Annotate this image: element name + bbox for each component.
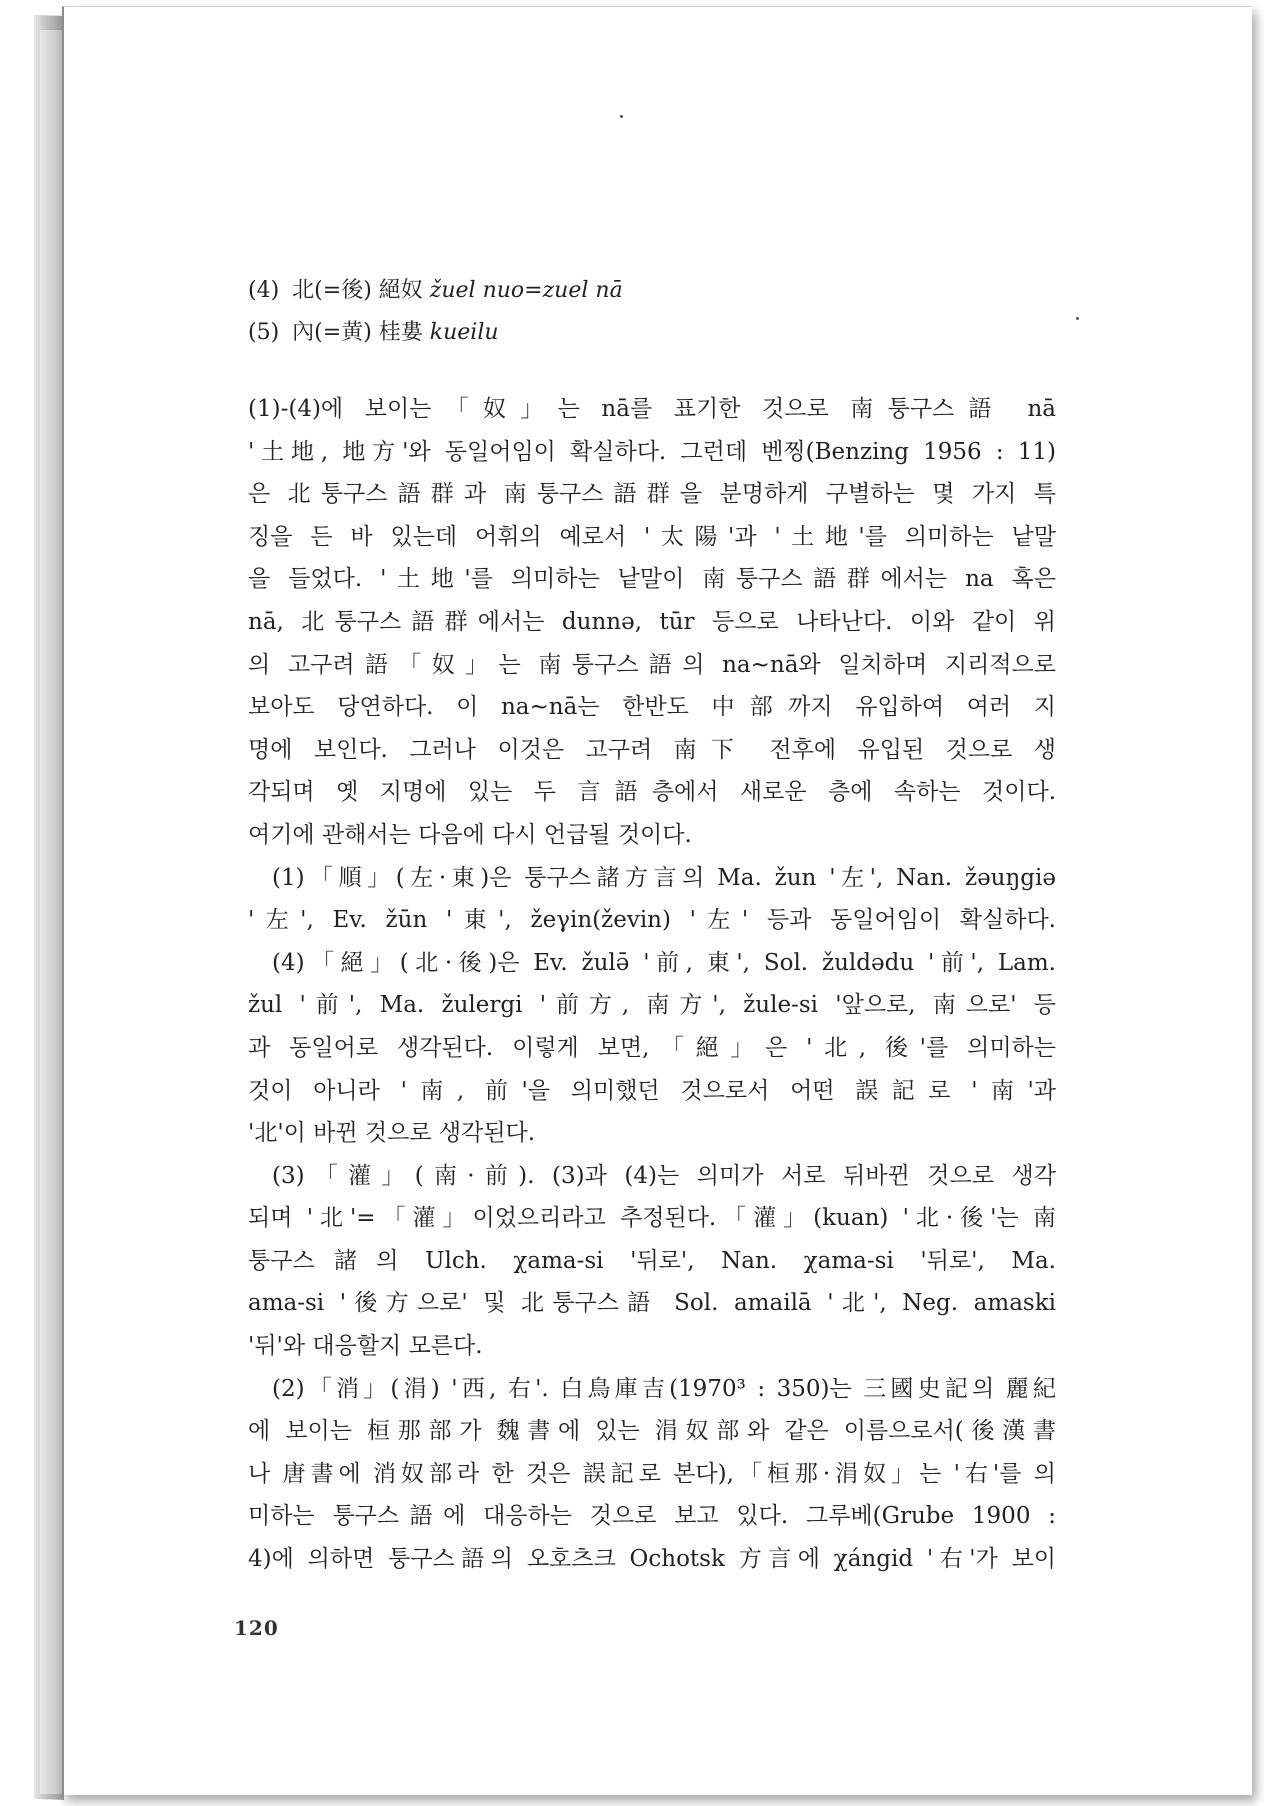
text-line: (3)「灌」(南·前). (3)과 (4)는 의미가 서로 뒤바뀐 것으로 생각	[272, 1162, 1056, 1189]
text-line: 징을 든 바 있는데 어휘의 예로서 '太陽'과 '土地'를 의미하는 낱말	[248, 523, 1056, 550]
text-line: 은 北퉁구스語群과 南퉁구스語群을 분명하게 구별하는 몇 가지 특	[248, 481, 1056, 508]
text-line: 미하는 퉁구스語에 대응하는 것으로 보고 있다. 그루베(Grube 1900 :	[248, 1503, 1056, 1530]
text-line: 4)에 의하면 퉁구스語의 오호츠크 Ochotsk 方言에 χángid '右'가 보이	[248, 1546, 1056, 1573]
text-line: (2)「消」(涓) '西, 右'. 白鳥庫吉(1970³ : 350)는 三國史記의 麗紀	[272, 1375, 1056, 1402]
example-line	[248, 312, 1056, 354]
text-line: '뒤'와 대응할지 모른다.	[248, 1333, 483, 1360]
text-line: 과 동일어로 생각된다. 이렇게 보면,「絕」은 '北, 後'를 의미하는	[248, 1034, 1056, 1061]
example-romanization: žuel nuo=zuel nā	[429, 278, 623, 303]
page-text	[248, 270, 1056, 1581]
example-number: (5)	[248, 320, 280, 345]
text-line: ama-si '後方으로' 및 北퉁구스語 Sol. amailā '北', Neg. amaski	[248, 1290, 1056, 1317]
text-line: 되며 '北'=「灌」이었으리라고 추정된다.「灌」(kuan) '北·後'는 南	[248, 1205, 1056, 1232]
text-line: 퉁구스諸의 Ulch. χama-si '뒤로', Nan. χama-si '뒤로', Ma.	[248, 1247, 1056, 1274]
speck	[620, 115, 623, 118]
example-line	[248, 270, 1056, 312]
text-line: (4)「絕」(北·後)은 Ev. žulə̄ '前, 東', Sol. žuldədu '前', Lam.	[272, 949, 1056, 976]
example-hanja: 北(=後) 絕奴	[292, 278, 423, 303]
text-line: 여기에 관해서는 다음에 다시 언급될 것이다.	[248, 821, 692, 848]
text-line: (1)「順」(左·東)은 퉁구스諸方言의 Ma. žun '左', Nan. žəuŋgiə	[272, 864, 1056, 891]
speck	[1076, 317, 1079, 320]
text-line: žul '前', Ma. žulergi '前方, 南方', žule-si '앞으로, 南으로' 등	[248, 992, 1056, 1019]
text-line: 명에 보인다. 그러나 이것은 고구려 南下 전후에 유입된 것으로 생	[248, 736, 1056, 763]
text-line: 에 보이는 桓那部가 魏書에 있는 涓奴部와 같은 이름으로서(後漢書	[248, 1418, 1056, 1445]
example-romanization: kueilu	[429, 320, 499, 345]
text-line: '左', Ev. žūn '東', žeγin(ževin) '左' 등과 동일어임이 확실하다.	[248, 907, 1056, 934]
page-number: 120	[234, 1616, 279, 1640]
text-line: 의 고구려語「奴」는 南퉁구스語의 na∼nā와 일치하며 지리적으로	[248, 651, 1056, 678]
example-hanja: 內(=黄) 桂婁	[292, 320, 423, 345]
text-line: 나 唐書에 消奴部라 한 것은 誤記로 본다),「桓那·涓奴」는 '右'를 의	[248, 1460, 1056, 1487]
text-line: '土地, 地方'와 동일어임이 확실하다. 그런데 벤찡(Benzing 1956 : 11)	[248, 438, 1056, 465]
text-line: 을 들었다. '土地'를 의미하는 낱말이 南퉁구스語群에서는 na 혹은	[248, 566, 1056, 593]
text-line: '北'이 바뀐 것으로 생각된다.	[248, 1120, 536, 1147]
text-line: 것이 아니라 '南, 前'을 의미했던 것으로서 어떤 誤記로 '南'과	[248, 1077, 1056, 1104]
example-number: (4)	[248, 278, 280, 303]
text-line: 각되며 옛 지명에 있는 두 言語층에서 새로운 층에 속하는 것이다.	[248, 779, 1056, 806]
text-line: nā, 北퉁구스語群에서는 dunnə, tūr 등으로 나타난다. 이와 같이 위	[248, 608, 1056, 635]
text-line: 보아도 당연하다. 이 na∼nā는 한반도 中部까지 유입하여 여러 지	[248, 694, 1056, 721]
text-line: (1)-(4)에 보이는「奴」는 nā를 표기한 것으로 南퉁구스語 nā	[248, 396, 1056, 422]
book-spine-edge	[40, 30, 64, 1794]
